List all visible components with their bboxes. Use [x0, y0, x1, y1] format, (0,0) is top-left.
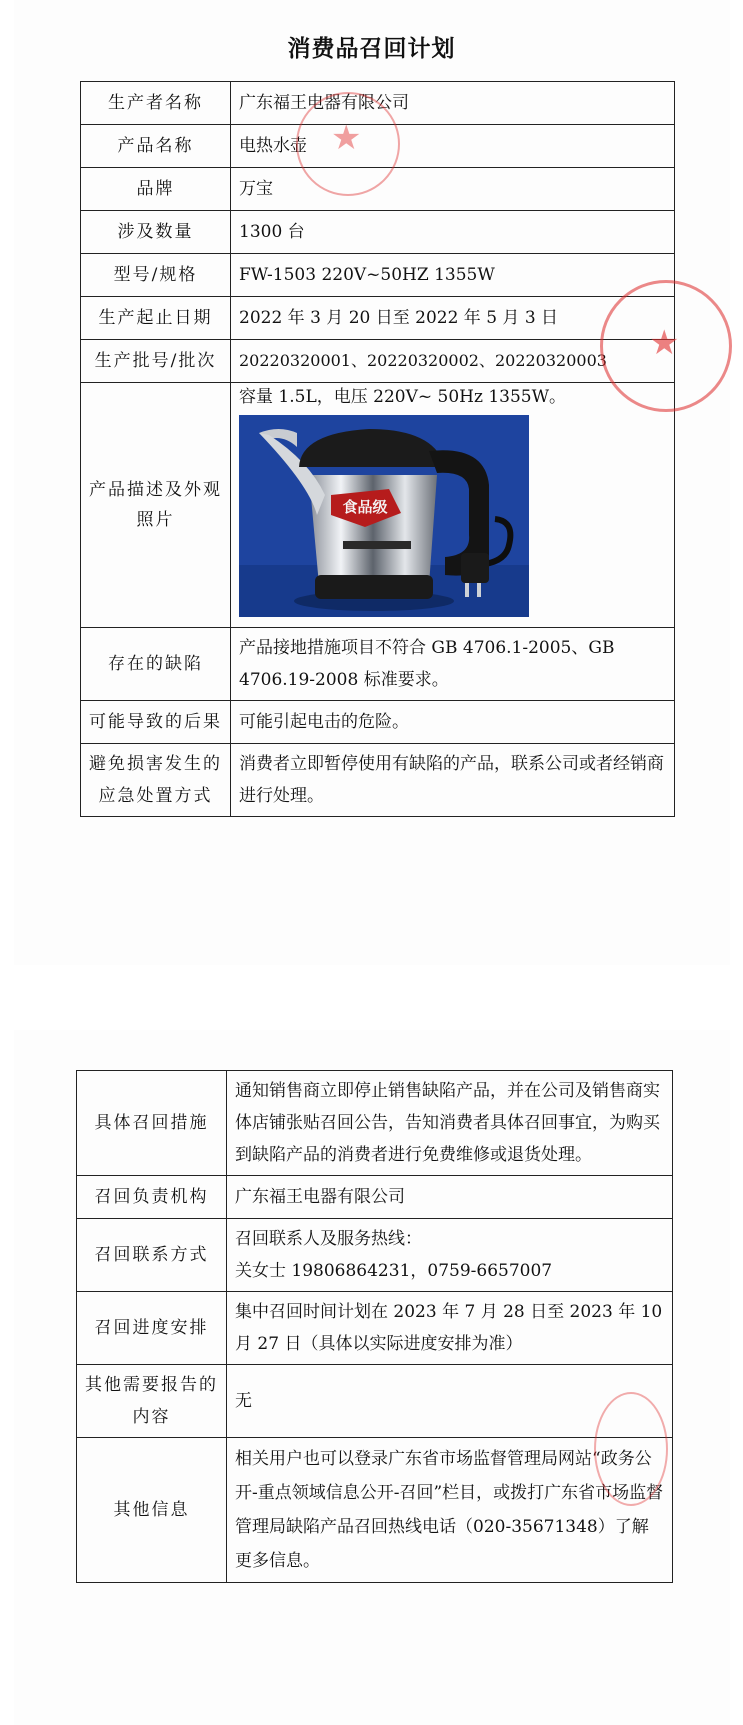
food-grade-badge: 食品级	[342, 498, 388, 516]
table-row	[81, 297, 675, 340]
production-dates: 2022 年 3 月 20 日至 2022 年 5 月 3 日	[231, 297, 675, 340]
consequence: 可能引起电击的危险。	[231, 701, 675, 744]
responsible-org: 广东福王电器有限公司	[227, 1176, 673, 1219]
defect-description: 产品接地措施项目不符合 GB 4706.1-2005、GB 4706.19-2008 标准要求。	[231, 628, 675, 701]
label-line: 其他需要报告的	[85, 1375, 218, 1395]
row-label: 生产起止日期	[81, 297, 231, 340]
table-row	[81, 254, 675, 297]
row-label: 具体召回措施	[77, 1071, 227, 1176]
table-row	[81, 211, 675, 254]
quantity: 1300 台	[231, 211, 675, 254]
other-info: 相关用户也可以登录广东省市场监督管理局网站“政务公开-重点领域信息公开-召回”栏目，或拨打广东省市场监督管理局缺陷产品召回热线电话（020-35671348）了解更多信息。	[227, 1438, 673, 1583]
table-row	[77, 1219, 673, 1292]
producer-name: 广东福王电器有限公司	[231, 82, 675, 125]
star-icon: ★	[331, 118, 362, 158]
label-line: 应急处置方式	[98, 786, 213, 806]
brand: 万宝	[231, 168, 675, 211]
table-row	[81, 383, 675, 628]
model-spec: FW-1503 220V~50HZ 1355W	[231, 254, 675, 297]
emergency-measures: 消费者立即暂停使用有缺陷的产品，联系公司或者经销商进行处理。	[231, 744, 675, 817]
recall-info-table	[80, 81, 675, 817]
row-label: 存在的缺陷	[81, 628, 231, 701]
label-line: 照片	[136, 510, 175, 530]
row-label: 其他信息	[77, 1438, 227, 1583]
label-line: 内容	[132, 1407, 171, 1427]
batch-numbers: 20220320001、20220320002、20220320003	[231, 340, 675, 383]
row-label	[81, 744, 231, 817]
description-text: 容量 1.5L，电压 220V~ 50Hz 1355W。	[239, 387, 567, 407]
row-label: 生产者名称	[81, 82, 231, 125]
label-line: 产品描述及外观	[89, 480, 222, 500]
row-label: 生产批号/批次	[81, 340, 231, 383]
row-label: 召回负责机构	[77, 1176, 227, 1219]
table-row	[77, 1176, 673, 1219]
row-label	[81, 383, 231, 628]
contact-line: 关女士 19806864231，0759-6657007	[235, 1261, 553, 1281]
recall-measures: 通知销售商立即停止销售缺陷产品，并在公司及销售商实体店铺张贴召回公告，告知消费者具体召回事宜，为购买到缺陷产品的消费者进行免费维修或退货处理。	[227, 1071, 673, 1176]
table-row	[77, 1292, 673, 1365]
row-label: 型号/规格	[81, 254, 231, 297]
row-label: 产品名称	[81, 125, 231, 168]
document-title: 消费品召回计划	[287, 36, 456, 62]
table-row	[77, 1071, 673, 1176]
table-row	[77, 1365, 673, 1438]
page-gap	[0, 965, 743, 1030]
row-label: 召回联系方式	[77, 1219, 227, 1292]
company-seal-stamp	[600, 280, 732, 412]
row-label: 召回进度安排	[77, 1292, 227, 1365]
product-description	[231, 383, 675, 628]
contact-line: 召回联系人及服务热线：	[235, 1229, 422, 1249]
company-seal-stamp	[594, 1392, 668, 1506]
product-photo	[239, 415, 529, 617]
other-report-content: 无	[227, 1365, 673, 1438]
table-row	[81, 628, 675, 701]
row-label: 品牌	[81, 168, 231, 211]
row-label: 涉及数量	[81, 211, 231, 254]
product-name: 电热水壶	[231, 125, 675, 168]
table-row	[81, 340, 675, 383]
table-row	[81, 744, 675, 817]
kettle-image	[239, 415, 529, 617]
recall-contact	[227, 1219, 673, 1292]
company-seal-stamp	[296, 92, 400, 196]
row-label: 可能导致的后果	[81, 701, 231, 744]
label-line: 避免损害发生的	[89, 754, 222, 774]
table-row	[81, 701, 675, 744]
recall-measures-table	[76, 1070, 673, 1583]
table-row	[77, 1438, 673, 1583]
recall-schedule: 集中召回时间计划在 2023 年 7 月 28 日至 2023 年 10 月 27 日（具体以实际进度安排为准）	[227, 1292, 673, 1365]
star-icon: ★	[649, 323, 680, 363]
row-label	[77, 1365, 227, 1438]
